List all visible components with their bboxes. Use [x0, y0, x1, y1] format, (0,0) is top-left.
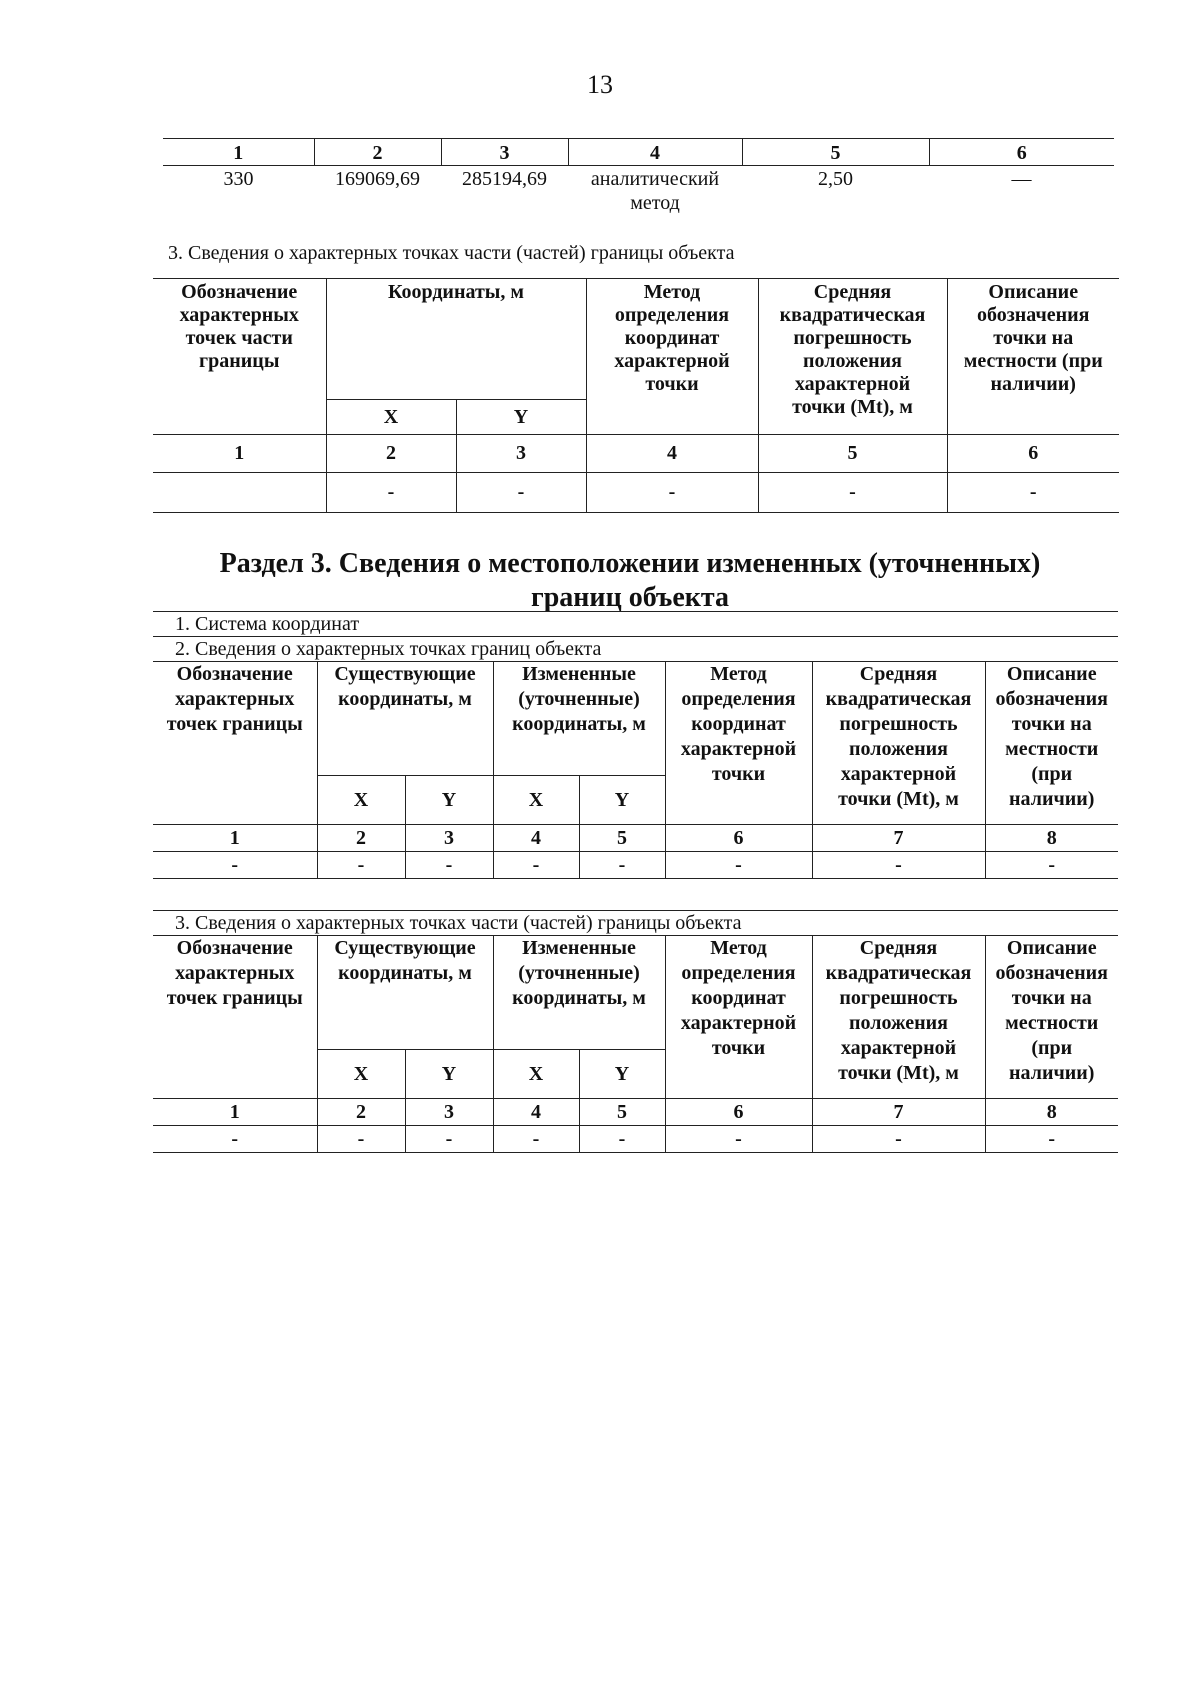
- dash-cell: -: [456, 473, 586, 513]
- header-line: характерных: [175, 688, 295, 710]
- header-line: точек границы: [166, 987, 303, 1009]
- dash-cell: -: [493, 1126, 579, 1153]
- column-number: 6: [929, 139, 1114, 166]
- header-line: Метод: [710, 937, 767, 959]
- dash-cell: -: [317, 1126, 405, 1153]
- column-number-row: [153, 1099, 1118, 1126]
- header-line: погрешность: [839, 987, 958, 1009]
- column-number: 8: [985, 1099, 1118, 1126]
- changed-x-header: X: [493, 1050, 579, 1099]
- coordinates-header: Координаты, м: [326, 279, 586, 400]
- method-header: [665, 662, 812, 825]
- header-line: квадратическая: [825, 688, 972, 710]
- dash-cell: -: [665, 852, 812, 879]
- column-number: 3: [405, 1099, 493, 1126]
- header-line: точек части: [185, 327, 293, 349]
- header-line: координат: [691, 713, 786, 735]
- caption-row: [153, 612, 1118, 637]
- header-line: точки: [645, 373, 699, 395]
- header-line: точек границы: [166, 713, 303, 735]
- method-header: [586, 279, 758, 435]
- method-header: [665, 936, 812, 1099]
- header-line: обозначения: [995, 962, 1109, 984]
- dash-cell: -: [326, 473, 456, 513]
- header-line: характерной: [680, 1012, 797, 1034]
- header-line: наличии): [1009, 1062, 1095, 1084]
- column-number-row: [163, 139, 1114, 166]
- y-header: Y: [456, 400, 586, 435]
- header-line: координаты, м: [338, 962, 472, 984]
- changed-coordinates-header: [493, 662, 665, 776]
- part-boundary-points-table: [153, 910, 1118, 1153]
- header-line: точки (Mt), м: [792, 396, 913, 418]
- header-line: границы: [199, 350, 280, 372]
- header-line: точки (Mt), м: [838, 1062, 959, 1084]
- part-points-table: [153, 278, 1119, 513]
- header-line: Измененные: [522, 663, 636, 685]
- header-line: характерной: [840, 1037, 957, 1059]
- header-line: местности: [1005, 738, 1099, 760]
- header-line: Средняя: [813, 281, 892, 303]
- header-line: наличии): [1009, 788, 1095, 810]
- dash-cell: -: [586, 473, 758, 513]
- header-line: характерной: [614, 350, 730, 372]
- boundary-points-table: [153, 611, 1118, 879]
- column-number: 2: [326, 435, 456, 473]
- header-line: положения: [849, 1012, 948, 1034]
- description-cell: —: [1011, 168, 1032, 190]
- existing-x-header: X: [317, 776, 405, 825]
- column-number: 5: [758, 435, 947, 473]
- dash-cell: -: [153, 1126, 317, 1153]
- header-line: определения: [681, 962, 796, 984]
- header-line: координаты, м: [512, 713, 646, 735]
- header-line: (при: [1031, 1037, 1073, 1059]
- header-line: обозначения: [995, 688, 1109, 710]
- point-number-cell: 330: [223, 168, 254, 190]
- dash-cell: -: [665, 1126, 812, 1153]
- header-line: точки: [711, 1037, 766, 1059]
- header-line: погрешность: [793, 327, 912, 349]
- table-header-row: [153, 279, 1119, 400]
- y-coordinate-cell: 285194,69: [462, 168, 547, 190]
- existing-y-header: Y: [405, 776, 493, 825]
- accuracy-header: [812, 662, 985, 825]
- header-line: квадратическая: [779, 304, 926, 326]
- column-number: 7: [812, 825, 985, 852]
- column-number: 1: [153, 825, 317, 852]
- column-number: 6: [665, 825, 812, 852]
- existing-coordinates-header: [317, 662, 493, 776]
- table-row: [163, 166, 1114, 216]
- accuracy-header: [812, 936, 985, 1099]
- column-number: 7: [812, 1099, 985, 1126]
- changed-y-header: Y: [579, 776, 665, 825]
- table-row: [153, 852, 1118, 879]
- x-coordinate-cell: 169069,69: [335, 168, 420, 190]
- changed-x-header: X: [493, 776, 579, 825]
- header-line: точки на: [1011, 713, 1092, 735]
- header-line: квадратическая: [825, 962, 972, 984]
- table-row: [153, 1126, 1118, 1153]
- header-line: обозначения: [976, 304, 1090, 326]
- header-line: положения: [803, 350, 902, 372]
- column-number: 1: [153, 1099, 317, 1126]
- header-line: определения: [614, 304, 730, 326]
- boundary-points-caption: 2. Сведения о характерных точках границ объекта: [153, 637, 1118, 662]
- method-cell: [568, 166, 742, 216]
- header-line: точки: [711, 763, 766, 785]
- point-designation-header: [153, 936, 317, 1099]
- table-row: [153, 473, 1119, 513]
- header-line: местности: [1005, 1012, 1099, 1034]
- point-designation-header: [153, 279, 326, 435]
- column-number: 6: [947, 435, 1119, 473]
- empty-cell: [153, 473, 326, 513]
- column-number: 5: [579, 1099, 665, 1126]
- header-line: (при: [1031, 763, 1073, 785]
- header-line: координат: [691, 987, 786, 1009]
- header-line: характерной: [794, 373, 911, 395]
- header-line: точки на: [1011, 987, 1092, 1009]
- header-line: Метод: [643, 281, 701, 303]
- header-line: Обозначение: [176, 663, 293, 685]
- existing-x-header: X: [317, 1050, 405, 1099]
- dash-cell: -: [812, 1126, 985, 1153]
- part-points-caption: 3. Сведения о характерных точках части (частей) границы объекта: [153, 911, 1118, 936]
- header-line: Описание: [988, 281, 1079, 303]
- caption-row: [153, 637, 1118, 662]
- column-number: 4: [493, 825, 579, 852]
- header-line: характерных: [179, 304, 299, 326]
- header-line: местности (при: [963, 350, 1103, 372]
- column-number: 3: [405, 825, 493, 852]
- header-line: характерной: [840, 763, 957, 785]
- column-number: 8: [985, 825, 1118, 852]
- description-header: [947, 279, 1119, 435]
- column-number: 1: [163, 139, 314, 166]
- dash-cell: -: [405, 852, 493, 879]
- existing-coordinates-header: [317, 936, 493, 1050]
- table-header-row: [153, 936, 1118, 1050]
- column-number: 5: [742, 139, 929, 166]
- header-line: погрешность: [839, 713, 958, 735]
- dash-cell: -: [317, 852, 405, 879]
- header-line: координаты, м: [338, 688, 472, 710]
- header-line: характерной: [680, 738, 797, 760]
- column-number: 2: [317, 825, 405, 852]
- table-header-row: [153, 662, 1118, 776]
- dash-cell: -: [812, 852, 985, 879]
- header-line: Средняя: [859, 663, 938, 685]
- column-number: 4: [568, 139, 742, 166]
- header-line: Обозначение: [176, 937, 293, 959]
- changed-coordinates-header: [493, 936, 665, 1050]
- header-line: Описание: [1006, 937, 1097, 959]
- dash-cell: -: [153, 852, 317, 879]
- header-line: Обозначение: [181, 281, 298, 303]
- x-header: X: [326, 400, 456, 435]
- header-line: точки (Mt), м: [838, 788, 959, 810]
- dash-cell: -: [493, 852, 579, 879]
- description-header: [985, 936, 1118, 1099]
- dash-cell: -: [405, 1126, 493, 1153]
- description-header: [985, 662, 1118, 825]
- header-line: Средняя: [859, 937, 938, 959]
- header-line: Метод: [710, 663, 767, 685]
- accuracy-cell: 2,50: [818, 168, 853, 190]
- changed-y-header: Y: [579, 1050, 665, 1099]
- dash-cell: -: [579, 852, 665, 879]
- column-number: 4: [493, 1099, 579, 1126]
- header-line: определения: [681, 688, 796, 710]
- column-number: 3: [456, 435, 586, 473]
- header-line: (уточненные): [518, 688, 640, 710]
- caption-row: [153, 911, 1118, 936]
- header-line: координаты, м: [512, 987, 646, 1009]
- column-number-row: [153, 825, 1118, 852]
- header-line: (уточненные): [518, 962, 640, 984]
- header-line: Существующие: [334, 663, 476, 685]
- section-title-line: границ объекта: [531, 582, 729, 613]
- section-title: [180, 547, 1080, 615]
- continuation-table: [163, 138, 1114, 215]
- header-line: наличии): [990, 373, 1076, 395]
- dash-cell: -: [985, 1126, 1118, 1153]
- part-points-caption: 3. Сведения о характерных точках части (частей) границы объекта: [168, 242, 735, 264]
- method-line: аналитический: [590, 168, 720, 190]
- dash-cell: -: [758, 473, 947, 513]
- column-number: 4: [586, 435, 758, 473]
- header-line: положения: [849, 738, 948, 760]
- existing-y-header: Y: [405, 1050, 493, 1099]
- column-number: 2: [314, 139, 441, 166]
- header-line: Описание: [1006, 663, 1097, 685]
- column-number: 3: [441, 139, 568, 166]
- header-line: характерных: [175, 962, 295, 984]
- column-number: 6: [665, 1099, 812, 1126]
- column-number: 1: [153, 435, 326, 473]
- header-line: координат: [624, 327, 720, 349]
- header-line: точки на: [993, 327, 1074, 349]
- point-designation-header: [153, 662, 317, 825]
- dash-cell: -: [985, 852, 1118, 879]
- coordinate-system-caption: 1. Система координат: [153, 612, 1118, 637]
- header-line: Измененные: [522, 937, 636, 959]
- accuracy-header: [758, 279, 947, 435]
- column-number: 5: [579, 825, 665, 852]
- header-line: Существующие: [334, 937, 476, 959]
- column-number-row: [153, 435, 1119, 473]
- dash-cell: -: [947, 473, 1119, 513]
- method-line: метод: [630, 192, 680, 214]
- section-title-line: Раздел 3. Сведения о местоположении измененных (уточненных): [219, 548, 1041, 579]
- dash-cell: -: [579, 1126, 665, 1153]
- page-number: 13: [587, 70, 613, 99]
- column-number: 2: [317, 1099, 405, 1126]
